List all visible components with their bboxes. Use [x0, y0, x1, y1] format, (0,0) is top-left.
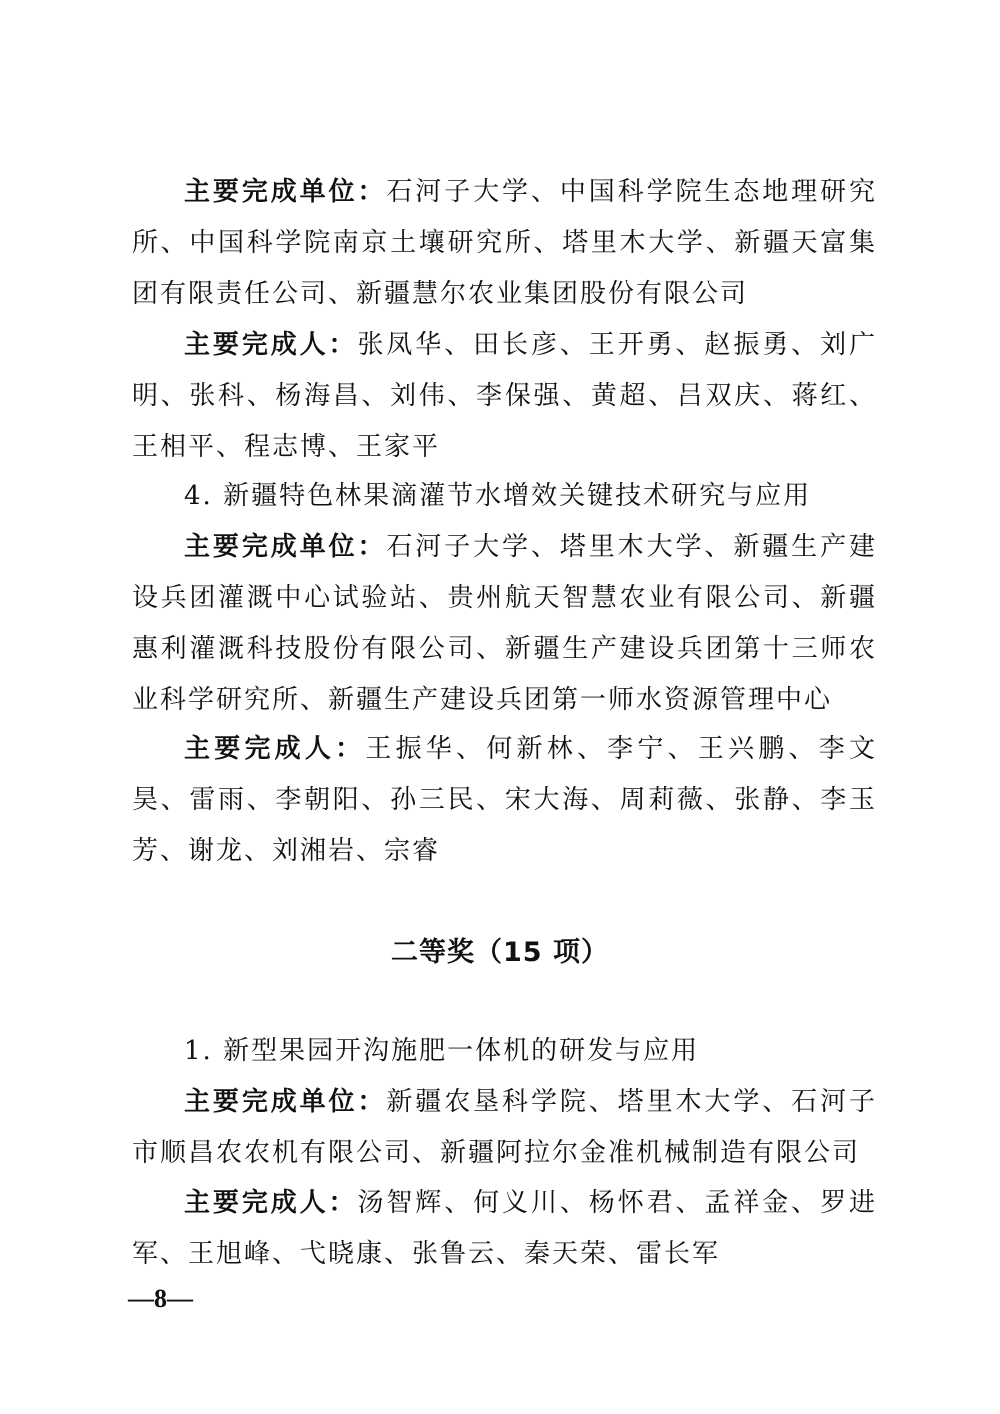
item4-people-label: 主要完成人： [184, 734, 366, 764]
item4-units-label: 主要完成单位： [184, 532, 387, 562]
second-prize-heading: 二等奖（15 项） [391, 937, 609, 968]
item2-1-units-paragraph [132, 1077, 877, 1179]
block1-units-paragraph [132, 167, 877, 320]
item4-people-text: 王振华、何新林、李宁、王兴鹏、李文昊、雷雨、李朝阳、孙三民、宋大海、周莉薇、张静、李玉芳、谢龙、刘湘岩、宗睿 [132, 734, 877, 866]
item2-1-people-paragraph [132, 1178, 877, 1280]
block1-people-paragraph [132, 320, 877, 473]
item2-1-people-text: 汤智辉、何义川、杨怀君、孟祥金、罗进军、王旭峰、弋晓康、张鲁云、秦天荣、雷长军 [132, 1188, 877, 1269]
item2-1-units-text: 新疆农垦科学院、塔里木大学、石河子市顺昌农农机有限公司、新疆阿拉尔金准机械制造有限公司 [132, 1087, 877, 1168]
block1-units-label: 主要完成单位： [184, 177, 387, 207]
item2-1-people-label: 主要完成人： [184, 1188, 358, 1218]
item4-people-paragraph [132, 724, 877, 877]
item4-units-text: 石河子大学、塔里木大学、新疆生产建设兵团灌溉中心试验站、贵州航天智慧农业有限公司、新疆惠利灌溉科技股份有限公司、新疆生产建设兵团第十三师农业科学研究所、新疆生产建设兵团第一师水资源管理中心 [132, 532, 877, 715]
page-number: —8— [128, 1284, 193, 1313]
item2-1-units-label: 主要完成单位： [184, 1087, 387, 1117]
block1-people-label: 主要完成人： [184, 330, 358, 360]
item4-units-paragraph [132, 522, 877, 726]
block1-units-text: 石河子大学、中国科学院生态地理研究所、中国科学院南京土壤研究所、塔里木大学、新疆天富集团有限责任公司、新疆慧尔农业集团股份有限公司 [132, 177, 877, 309]
item2-1-title: 1. 新型果园开沟施肥一体机的研发与应用 [184, 1036, 700, 1066]
item4-title: 4. 新疆特色林果滴灌节水增效关键技术研究与应用 [184, 481, 812, 511]
block1-people-text: 张凤华、田长彦、王开勇、赵振勇、刘广明、张科、杨海昌、刘伟、李保强、黄超、吕双庆、蒋红、王相平、程志博、王家平 [132, 330, 877, 462]
